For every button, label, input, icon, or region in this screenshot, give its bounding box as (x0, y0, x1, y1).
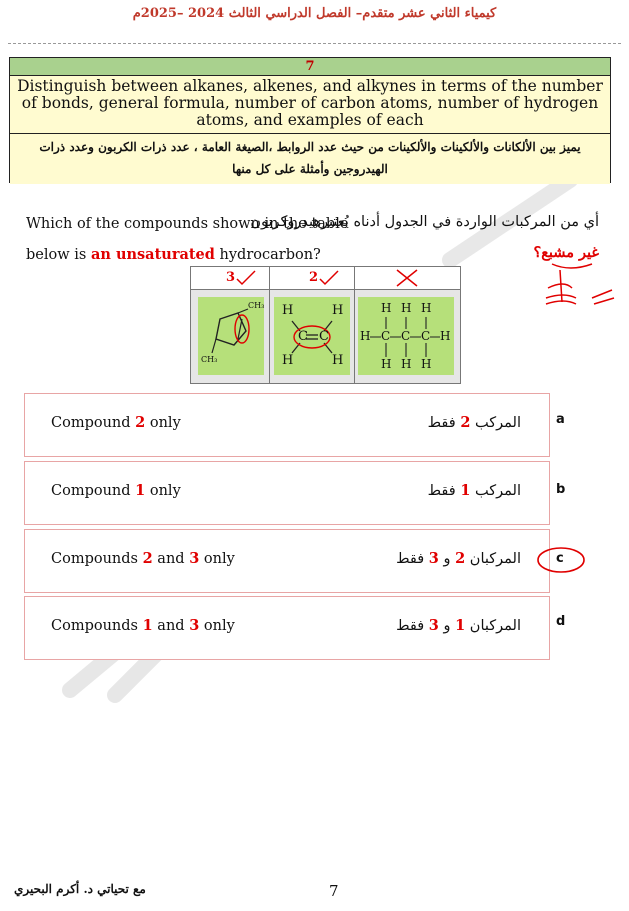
checkmark-icon (235, 269, 265, 287)
option-b-english: Compound 1 only (51, 482, 181, 499)
atom-label: C (298, 329, 308, 344)
objective-english: Distinguish between alkanes, alkenes, and alkynes in terms of the number of bonds, general formula, number of carbon atoms, number of hydrogen atoms, and examples of each (10, 76, 610, 134)
atom-label: H (332, 353, 344, 368)
atom-label: H (282, 353, 294, 368)
atom-label: H (401, 301, 412, 315)
header-divider (8, 43, 621, 44)
col-number-3: 3 (226, 270, 236, 285)
answer-circle-mark (535, 545, 587, 577)
atom-label: C (421, 329, 431, 343)
option-c-english: Compounds 2 and 3 only (51, 550, 235, 567)
option-a-letter[interactable]: a (556, 412, 565, 427)
cross-mark-icon (393, 268, 423, 288)
atom-label: H (381, 301, 392, 315)
molecule-propane (358, 297, 454, 375)
methyl-label: CH₃ (248, 301, 265, 310)
stem-keyword: an unsaturated (90, 246, 215, 263)
methyl-label: CH₃ (201, 355, 218, 364)
atom-label: H (360, 329, 371, 343)
stem-text: below is (26, 247, 91, 263)
atom-label: H (381, 357, 392, 371)
atom-label: H (282, 303, 294, 318)
checkmark-icon (318, 269, 348, 287)
option-d-letter[interactable]: d (556, 614, 566, 629)
atom-label: H (421, 301, 432, 315)
handwriting-annotation (540, 258, 620, 318)
molecule-ethene (274, 297, 350, 375)
option-a[interactable] (24, 393, 550, 457)
atom-label: C (381, 329, 391, 343)
option-c[interactable] (24, 529, 550, 593)
stem-english-line-2 (26, 246, 321, 263)
option-c-letter[interactable]: c (556, 551, 564, 566)
stem-arabic-line-1: أي من المركبات الواردة في الجدول أدناه يُعتبرهيدروكربون (250, 214, 599, 230)
option-a-arabic: المركب 2 فقط (427, 414, 521, 431)
atom-label: C (401, 329, 411, 343)
option-d[interactable] (24, 596, 550, 660)
page-header: كيمياء الثاني عشر متقدم– الفصل الدراسي الثالث 2024 –2025م (132, 6, 497, 21)
atom-label: H (401, 357, 412, 371)
option-d-arabic: المركبان 1 و 3 فقط (396, 617, 521, 634)
option-d-english: Compounds 1 and 3 only (51, 617, 235, 634)
option-a-english: Compound 2 only (51, 414, 181, 431)
author-credit: مع تحياتي د. أكرم البحيري (14, 882, 146, 896)
option-c-arabic: المركبان 2 و 3 فقط (396, 550, 521, 567)
molecule-cyclic (198, 297, 264, 375)
atom-label: C (319, 329, 329, 344)
question-box (9, 57, 611, 183)
stem-text-end: hydrocarbon? (214, 247, 321, 263)
compounds-table (190, 266, 461, 384)
stem-english-line-1: Which of the compounds shown in the table (26, 216, 349, 232)
atom-label: H (332, 303, 344, 318)
option-b-letter[interactable]: b (556, 482, 566, 497)
stem-arabic-keyword: غير مشبع؟ (533, 244, 599, 261)
page-number: 7 (329, 882, 339, 900)
atom-label: H (440, 329, 451, 343)
atom-label: H (421, 357, 432, 371)
option-b-arabic: المركب 1 فقط (427, 482, 521, 499)
objective-arabic: يميز بين الألكانات والألكينات والألكينات من حيث عدد الروابط ،الصيغة العامة ، عدد ذرات الكربون وعدد ذرات الهيدروجين وأمثلة على كل منها (10, 134, 610, 184)
question-number: 7 (10, 58, 610, 76)
col-number-2: 2 (309, 270, 319, 285)
option-b[interactable] (24, 461, 550, 525)
